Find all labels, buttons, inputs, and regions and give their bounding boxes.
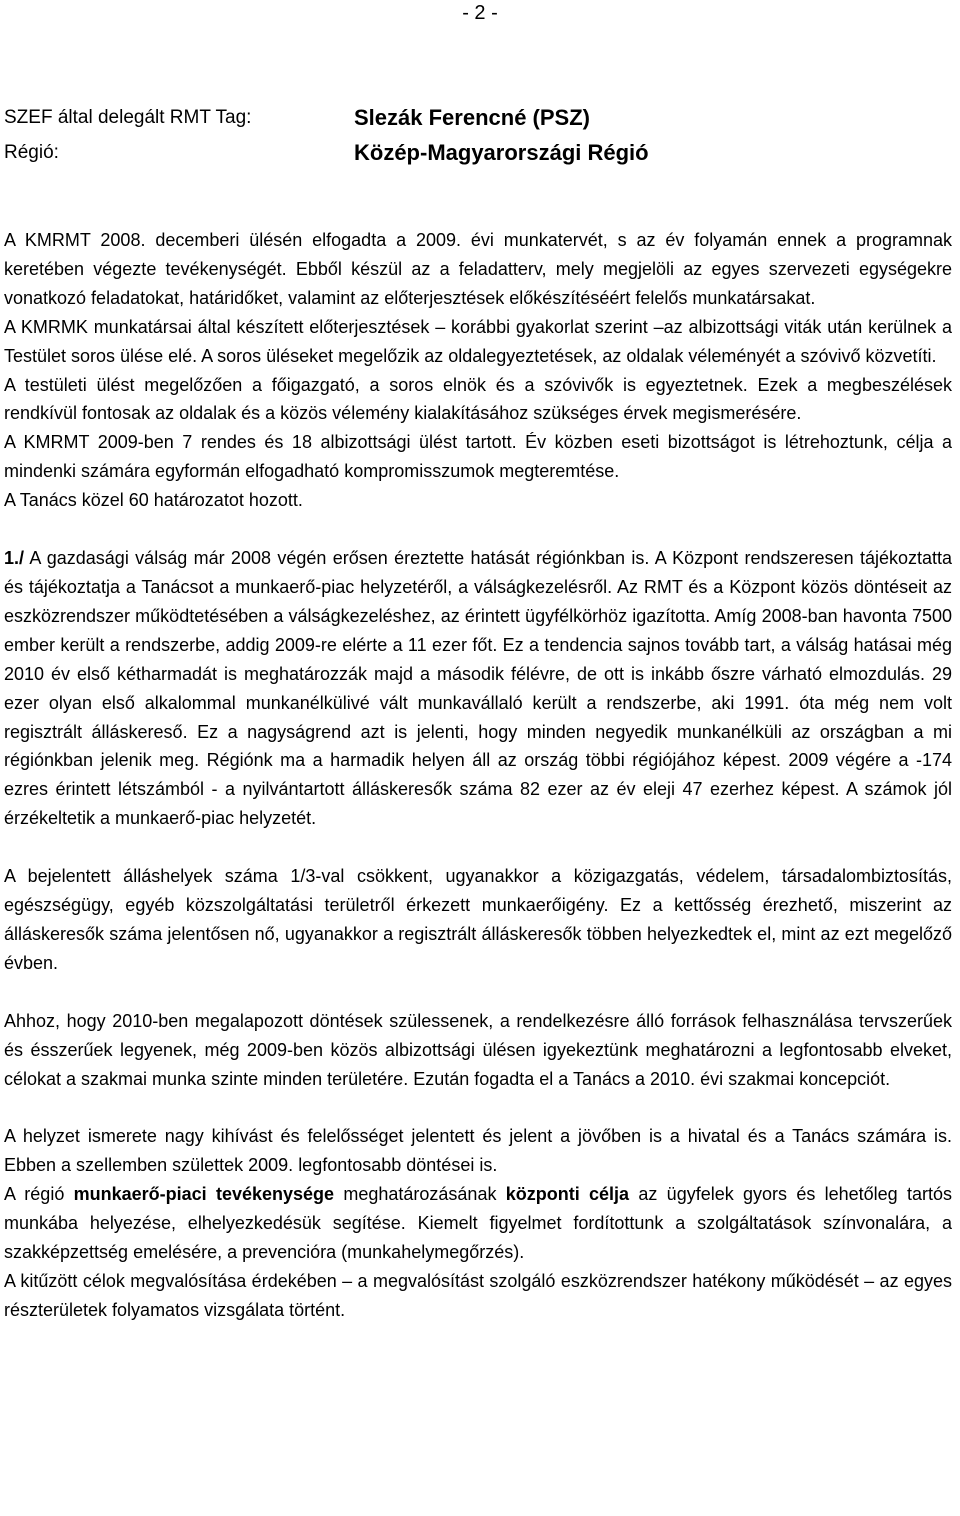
paragraph-goal-implementation: A kitűzött célok megvalósítása érdekében – a megvalósítást szolgáló eszközrendszer hatékony működését – az egyes részterületek folyamatos vizsgálata történt. [4,1271,952,1320]
paragraph-proposals: A KMRMK munkatársai által készített előterjesztések – korábbi gyakorlat szerint –az albizottsági viták után kerülnek a Testület soros ülése elé. A soros üléseket megelőzik az oldalegyeztetések, az oldalak véleményét a szóvivő közvetíti. [4,316,952,366]
document-body [4,226,952,1325]
member-label: SZEF által delegált RMT Tag: [4,107,252,128]
paragraph-challenge: A helyzet ismerete nagy kihívást és felelősséget jelentett és jelent a jövőben is a hivatal és a Tanács számára is. Ebben a szellemben születtek 2009. legfontosabb döntései is. [4,1126,952,1176]
paragraph-work-plan: A KMRMT 2008. decemberi ülésén elfogadta a 2009. évi munkatervét, s az év folyamán ennek a programnak keretében végezte tevékenységét. Ebből készül az a feladatterv, mely megjelöli az egyes szervezeti egységekre vonatkozó feladatokat, határidőket, valamint az előterjesztések előkészítéséért felelős munkatársakat. [4,230,952,308]
member-name: Slezák Ferencné (PSZ) [354,105,590,130]
paragraph-economic-crisis [4,544,952,833]
main-goal-bold-1: munkaerő-piaci tevékenysége [73,1184,335,1205]
paragraph-decisions-2010: Ahhoz, hogy 2010-ben megalapozott döntések szülessenek, a rendelkezésre álló források felhasználása tervszerűek és ésszerűek legyenek, még 2009-ben közös albizottsági ülésen igyekeztünk meghatározni a legfontosabb elveket, célokat a szakmai munka szinte minden területére. Ezután fogadta el a Tanács a 2010. évi szakmai koncepciót. [4,1010,952,1089]
paragraph-main-goal [4,1180,952,1267]
main-goal-text-1: A régió [4,1184,74,1205]
paragraph-consultation: A testületi ülést megelőzően a főigazgató, a soros elnök és a szóvivők is egyeztetnek. Ezek a megbeszélések rendkívül fontosak az oldalak és a közös vélemény kialakításához szükséges érvek megismerésére. [4,374,952,424]
page-number: - 2 - [462,2,498,24]
paragraph-resolutions: A Tanács közel 60 határozatot hozott. [4,490,303,511]
region-label: Régió: [4,142,59,163]
main-goal-text-3: az ügyfelek gyors és lehetőleg tartós munkába helyezése, elhelyezkedésük segítése. Kiemelt figyelmet fordítottunk a szolgáltatások színvonalára, a szakképzettség emelésére, a prevencióra (munkahelymegőrzés). [4,1184,953,1263]
paragraph-meetings: A KMRMT 2009-ben 7 rendes és 18 albizottsági ülést tartott. Év közben eseti bizottságot is létrehoztunk, célja a mindenki számára egyformán elfogadható kompromisszumok megteremtése. [4,432,952,482]
paragraph-vacancies: A bejelentett álláshelyek száma 1/3-val csökkent, ugyanakkor a közigazgatás, védelem, társadalombiztosítás, egészségügy, egyéb közszolgáltatási területről érkezett munkaerőigény. Ez a kettősség érezhető, miszerint az álláskeresők száma jelentősen nő, ugyanakkor a regisztrált álláskeresők többen helyezkedtek el, mint az ezt megelőző évben. [4,866,952,973]
main-goal-bold-2: központi célja [505,1184,630,1205]
region-name: Közép-Magyarországi Régió [354,140,649,165]
section-marker: 1./ [4,548,25,569]
paragraph-economic-crisis-text: A gazdasági válság már 2008 végén erősen éreztette hatását régiónkban is. A Központ rendszeresen tájékoztatta és tájékoztatja a Tanácsot a munkaerő-piac helyzetéről, a válságkezelésről. Az RMT és a Központ közös döntéseit az eszközrendszer működtetésében a válságkezeléshez, az érintett ügyfélkörhöz igazította. Amíg 2008-ban havonta 7500 ember került a rendszerbe, addig 2009-re elérte a 11 ezer főt. Ez a tendencia sajnos tovább tart, a válság hatásai még 2010 év első kétharmadát is meghatározzák majd a második félévre, de ott is inkább őszre várható elmozdulás. 29 ezer olyan első alkalommal munkanélkülivé vált munkavállaló került a rendszerbe, aki 1991. óta még nem volt regisztrált álláskereső. Ez a nagyságrend azt is jelenti, hogy minden negyedik munkanélküli az országban a mi régiónkban jelenik meg. Régiónk ma a harmadik helyen áll az ország többi régiójához képest. 2009 végére a -174 ezres érintett létszámból - a nyilvántartott álláskeresők száma 82 ezer az év eleji 47 ezerhez képest. A számok jól érzékeltetik a munkaerő-piac helyzetét. [4,548,952,829]
main-goal-text-2: meghatározásának [334,1184,506,1205]
